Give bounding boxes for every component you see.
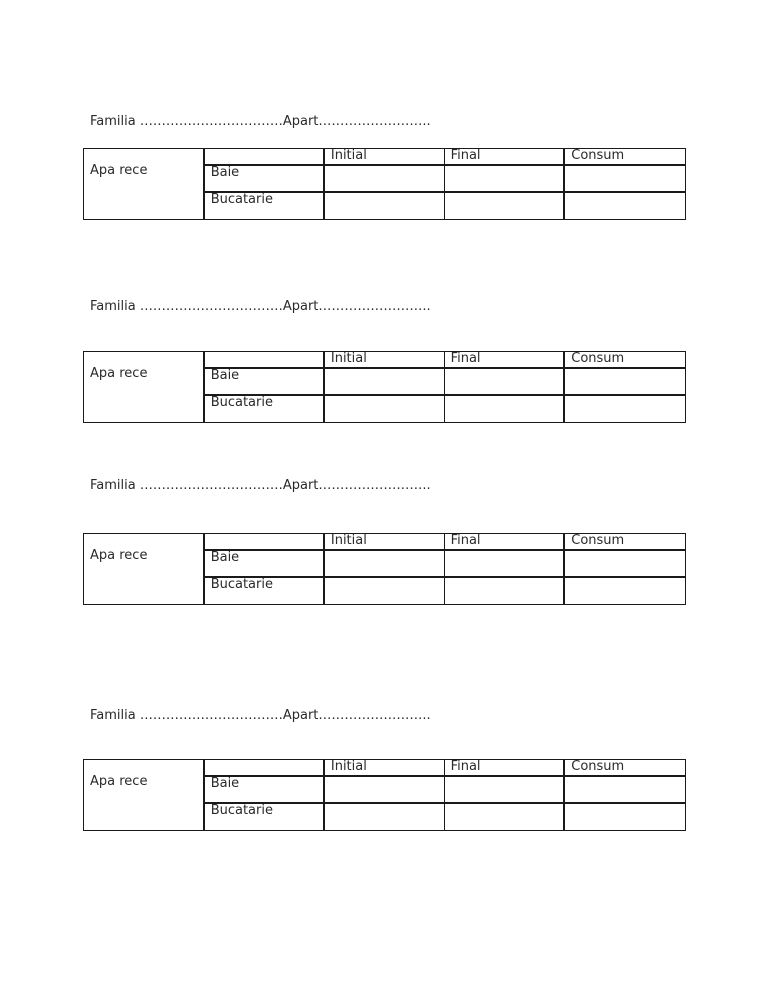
- row-label-bucatarie: Bucatarie: [204, 577, 324, 605]
- meter-table: [83, 533, 686, 605]
- cell-bucatarie-final: [444, 395, 564, 423]
- row-label-baie: Baie: [204, 550, 324, 577]
- cell-bucatarie-initial: [324, 192, 444, 220]
- cell-bucatarie-consum: [564, 803, 685, 831]
- cell-baie-final: [444, 776, 564, 803]
- column-header-initial: Initial: [324, 534, 444, 551]
- cell-bucatarie-initial: [324, 395, 444, 423]
- column-header-final: Final: [444, 352, 564, 369]
- column-header-final: Final: [444, 534, 564, 551]
- column-header-blank: [204, 352, 324, 369]
- meter-table: [83, 148, 686, 220]
- form-heading: Familia ……………………………Apart……………………..: [90, 299, 431, 314]
- row-label-bucatarie: Bucatarie: [204, 192, 324, 220]
- column-header-initial: Initial: [324, 760, 444, 777]
- cell-bucatarie-final: [444, 577, 564, 605]
- cell-baie-consum: [564, 368, 685, 395]
- cell-baie-consum: [564, 776, 685, 803]
- column-header-consum: Consum: [564, 352, 685, 369]
- cell-baie-consum: [564, 165, 685, 192]
- form-heading: Familia ……………………………Apart……………………..: [90, 478, 431, 493]
- column-header-blank: [204, 149, 324, 166]
- cell-baie-consum: [564, 550, 685, 577]
- form-heading: Familia ……………………………Apart……………………..: [90, 708, 431, 723]
- row-label-bucatarie: Bucatarie: [204, 803, 324, 831]
- cell-baie-final: [444, 550, 564, 577]
- row-label-baie: Baie: [204, 368, 324, 395]
- column-header-blank: [204, 534, 324, 551]
- column-header-consum: Consum: [564, 149, 685, 166]
- cell-bucatarie-final: [444, 803, 564, 831]
- column-header-initial: Initial: [324, 149, 444, 166]
- column-header-final: Final: [444, 760, 564, 777]
- column-header-blank: [204, 760, 324, 777]
- cell-bucatarie-consum: [564, 192, 685, 220]
- cell-bucatarie-initial: [324, 577, 444, 605]
- cell-baie-final: [444, 165, 564, 192]
- meter-table: [83, 351, 686, 423]
- column-header-initial: Initial: [324, 352, 444, 369]
- meter-table: [83, 759, 686, 831]
- column-header-consum: Consum: [564, 760, 685, 777]
- row-label-baie: Baie: [204, 776, 324, 803]
- row-group-label: Apa rece: [84, 352, 204, 423]
- row-label-bucatarie: Bucatarie: [204, 395, 324, 423]
- cell-baie-initial: [324, 368, 444, 395]
- form-heading: Familia ……………………………Apart……………………..: [90, 114, 431, 129]
- column-header-final: Final: [444, 149, 564, 166]
- cell-bucatarie-final: [444, 192, 564, 220]
- cell-baie-initial: [324, 550, 444, 577]
- cell-bucatarie-initial: [324, 803, 444, 831]
- row-group-label: Apa rece: [84, 149, 204, 220]
- cell-bucatarie-consum: [564, 395, 685, 423]
- row-label-baie: Baie: [204, 165, 324, 192]
- row-group-label: Apa rece: [84, 760, 204, 831]
- row-group-label: Apa rece: [84, 534, 204, 605]
- cell-baie-initial: [324, 165, 444, 192]
- cell-bucatarie-consum: [564, 577, 685, 605]
- cell-baie-final: [444, 368, 564, 395]
- cell-baie-initial: [324, 776, 444, 803]
- column-header-consum: Consum: [564, 534, 685, 551]
